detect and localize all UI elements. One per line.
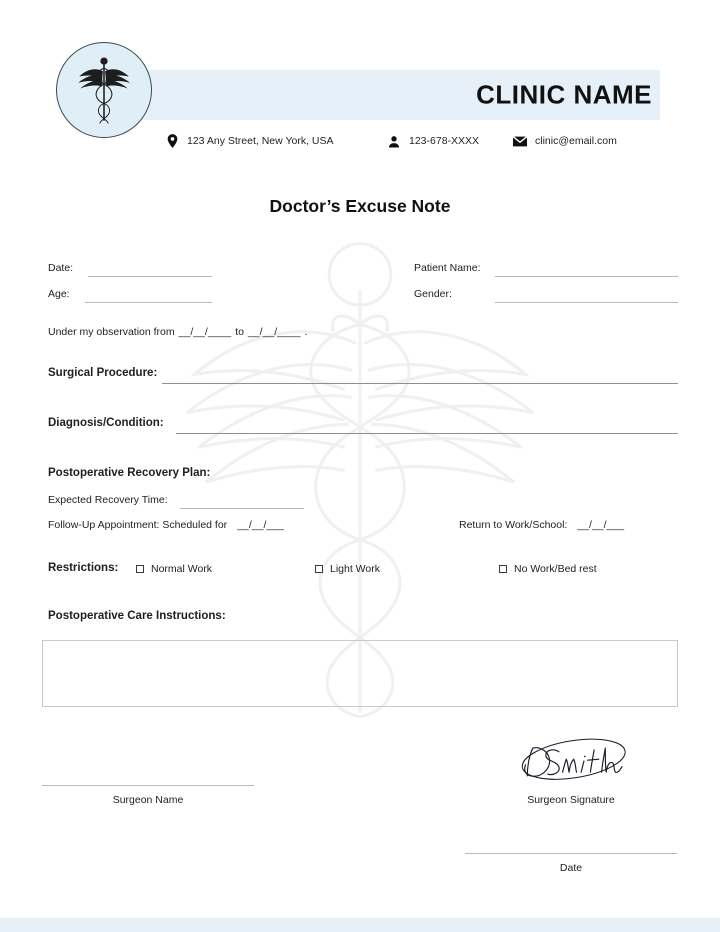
checkbox-light-work[interactable]: [315, 565, 323, 573]
restriction-option-normal-work[interactable]: [136, 563, 212, 575]
signoff-date-line[interactable]: [465, 853, 677, 854]
signoff-date-caption: Date: [559, 862, 583, 874]
expected-recovery-label: Expected Recovery Time:: [48, 494, 168, 506]
patient-name-input-line[interactable]: [495, 276, 678, 277]
observation-sentence: [48, 326, 307, 338]
observation-prefix: Under my observation from: [48, 326, 175, 338]
restrictions-label: Restrictions:: [48, 562, 119, 574]
restriction-option-no-work[interactable]: [499, 563, 597, 575]
contact-row: [165, 133, 665, 153]
surgical-procedure-input-line[interactable]: [162, 383, 678, 384]
care-instructions-heading: Postoperative Care Instructions:: [48, 610, 226, 622]
contact-address: [165, 133, 334, 149]
date-input-line[interactable]: [88, 276, 212, 277]
age-label: Age:: [48, 288, 70, 300]
contact-email-text: clinic@email.com: [535, 135, 617, 147]
header-band: [126, 70, 660, 120]
followup-label: Follow-Up Appointment: Scheduled for: [48, 519, 228, 531]
return-to-work-date[interactable]: __/__/___: [577, 519, 625, 531]
observation-middle: to: [235, 326, 244, 338]
surgeon-signature-image: [505, 732, 635, 792]
restriction-option-light-work[interactable]: [315, 563, 380, 575]
expected-recovery-input-line[interactable]: [180, 508, 304, 509]
surgeon-name-caption: Surgeon Name: [112, 794, 184, 806]
contact-address-text: 123 Any Street, New York, USA: [187, 135, 334, 147]
restriction-option-label: Normal Work: [151, 563, 213, 575]
recovery-plan-heading: Postoperative Recovery Plan:: [48, 467, 211, 479]
restriction-option-label: No Work/Bed rest: [514, 563, 597, 575]
observation-suffix: .: [304, 326, 308, 338]
gender-input-line[interactable]: [495, 302, 678, 303]
envelope-icon: [513, 133, 527, 149]
checkbox-normal-work[interactable]: [136, 565, 144, 573]
surgeon-signature-caption: Surgeon Signature: [527, 794, 615, 806]
gender-label: Gender:: [414, 288, 452, 300]
checkbox-no-work-bed-rest[interactable]: [499, 565, 507, 573]
clinic-name: CLINIC NAME: [476, 79, 652, 110]
followup-appointment-field: [48, 519, 284, 531]
page-title: Doctor’s Excuse Note: [269, 196, 451, 216]
return-to-work-field: [459, 519, 624, 531]
diagnosis-label: Diagnosis/Condition:: [48, 417, 164, 429]
followup-date[interactable]: __/__/___: [237, 519, 284, 531]
care-instructions-textarea[interactable]: [42, 640, 678, 707]
contact-phone: [387, 133, 479, 149]
surgical-procedure-label: Surgical Procedure:: [48, 367, 158, 379]
diagnosis-input-line[interactable]: [176, 433, 678, 434]
location-pin-icon: [165, 133, 179, 149]
return-to-work-label: Return to Work/School:: [459, 519, 568, 531]
footer-band: [0, 918, 720, 932]
contact-phone-text: 123-678-XXXX: [409, 135, 480, 147]
caduceus-icon: [73, 53, 135, 127]
observation-from-date[interactable]: __/__/____: [178, 326, 232, 338]
contact-email: [513, 133, 617, 149]
patient-name-label: Patient Name:: [414, 262, 481, 274]
observation-to-date[interactable]: __/__/____: [247, 326, 301, 338]
restriction-option-label: Light Work: [330, 563, 380, 575]
surgeon-name-line[interactable]: [42, 785, 254, 786]
date-label: Date:: [48, 262, 74, 274]
clinic-logo: [56, 42, 152, 138]
age-input-line[interactable]: [85, 302, 212, 303]
person-icon: [387, 133, 401, 149]
